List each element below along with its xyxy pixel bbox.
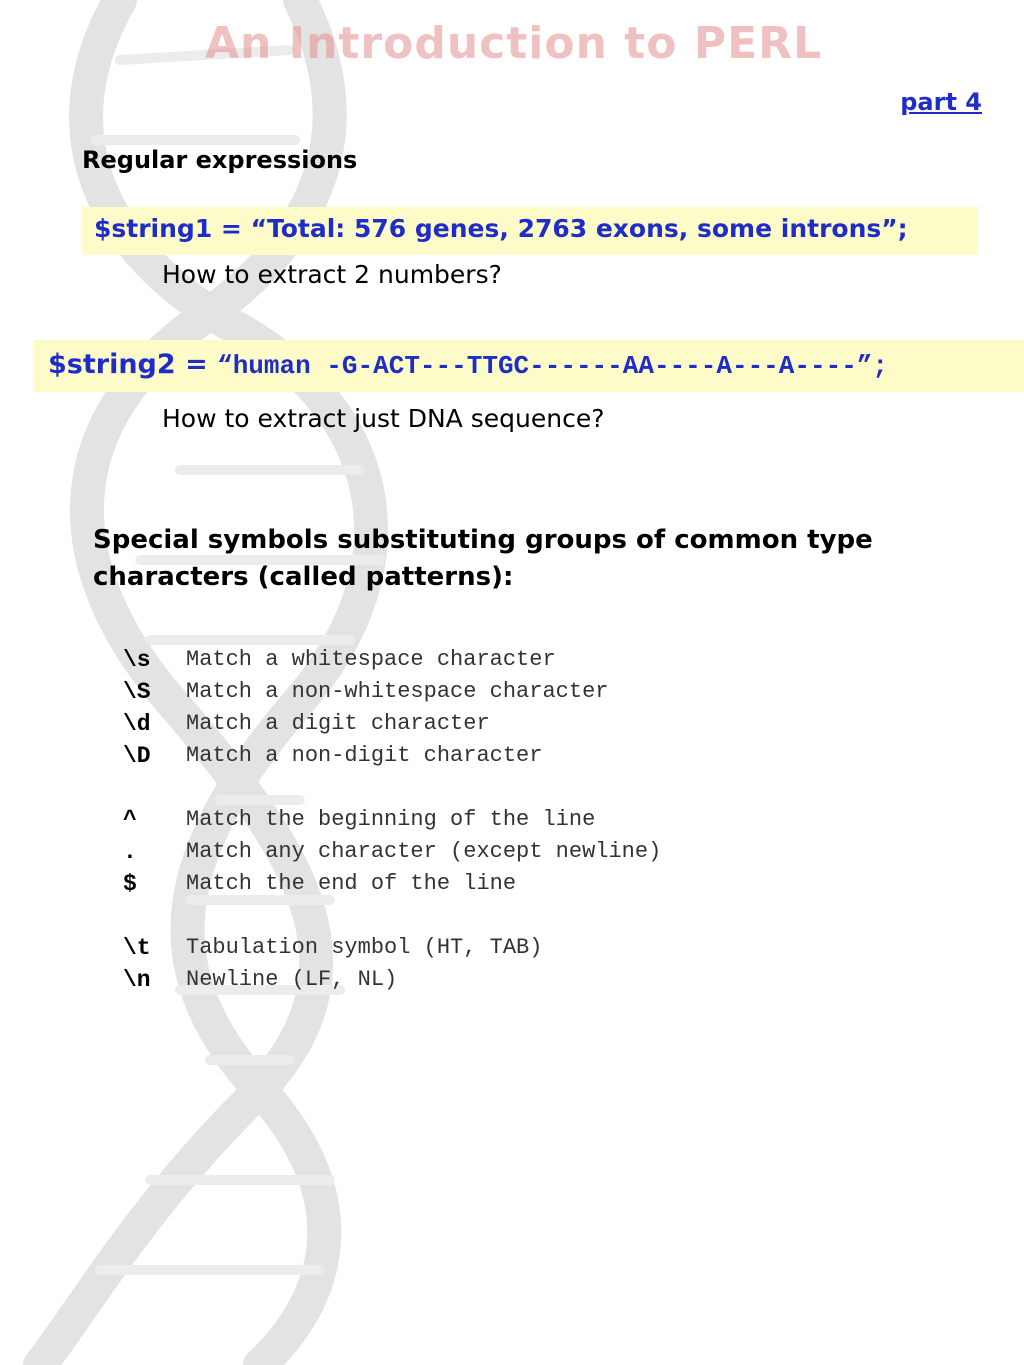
pattern-description: Match the beginning of the line: [186, 807, 596, 832]
pattern-row: [123, 836, 661, 868]
pattern-description: Match the end of the line: [186, 871, 517, 896]
code-example-string1: [82, 207, 978, 255]
pattern-group-spacer: [123, 772, 661, 804]
pattern-symbol: \d: [123, 711, 151, 737]
pattern-row: [123, 804, 661, 836]
pattern-row: [123, 644, 661, 676]
pattern-symbol: \s: [123, 647, 151, 673]
pattern-description: Match a non-digit character: [186, 743, 543, 768]
part-link[interactable]: part 4: [900, 88, 982, 116]
pattern-group-spacer: [123, 900, 661, 932]
deck-title: An Introduction to PERL: [205, 18, 823, 69]
patterns-intro: Special symbols substituting groups of common type characters (called patterns):: [93, 525, 873, 592]
pattern-row: [123, 740, 661, 772]
question-extract-dna: How to extract just DNA sequence?: [162, 404, 605, 433]
pattern-row: [123, 964, 661, 996]
pattern-symbol: ^: [123, 807, 137, 833]
code-example-string2: [34, 340, 1024, 392]
pattern-symbol: \D: [123, 743, 151, 769]
pattern-symbol: $: [123, 871, 137, 897]
pattern-row: [123, 676, 661, 708]
pattern-description: Match a non-whitespace character: [186, 679, 609, 704]
pattern-row: [123, 708, 661, 740]
pattern-row: [123, 932, 661, 964]
pattern-description: Newline (LF, NL): [186, 967, 398, 992]
pattern-table: [123, 644, 661, 996]
pattern-description: Tabulation symbol (HT, TAB): [186, 935, 543, 960]
question-extract-numbers: How to extract 2 numbers?: [162, 260, 502, 289]
code-string2-variable: $string2 =: [48, 349, 218, 380]
pattern-symbol: \n: [123, 967, 151, 993]
pattern-symbol: \t: [123, 935, 151, 961]
pattern-description: Match a whitespace character: [186, 647, 556, 672]
pattern-description: Match any character (except newline): [186, 839, 662, 864]
pattern-row: [123, 868, 661, 900]
pattern-symbol: \S: [123, 679, 151, 705]
code-string2-sequence: “human -G-ACT---TTGC------AA----A---A----”;: [217, 351, 889, 381]
section-title: Regular expressions: [82, 146, 358, 174]
code-string1: $string1 = “Total: 576 genes, 2763 exons, some introns”;: [94, 214, 908, 243]
pattern-description: Match a digit character: [186, 711, 490, 736]
pattern-symbol: .: [123, 839, 137, 865]
